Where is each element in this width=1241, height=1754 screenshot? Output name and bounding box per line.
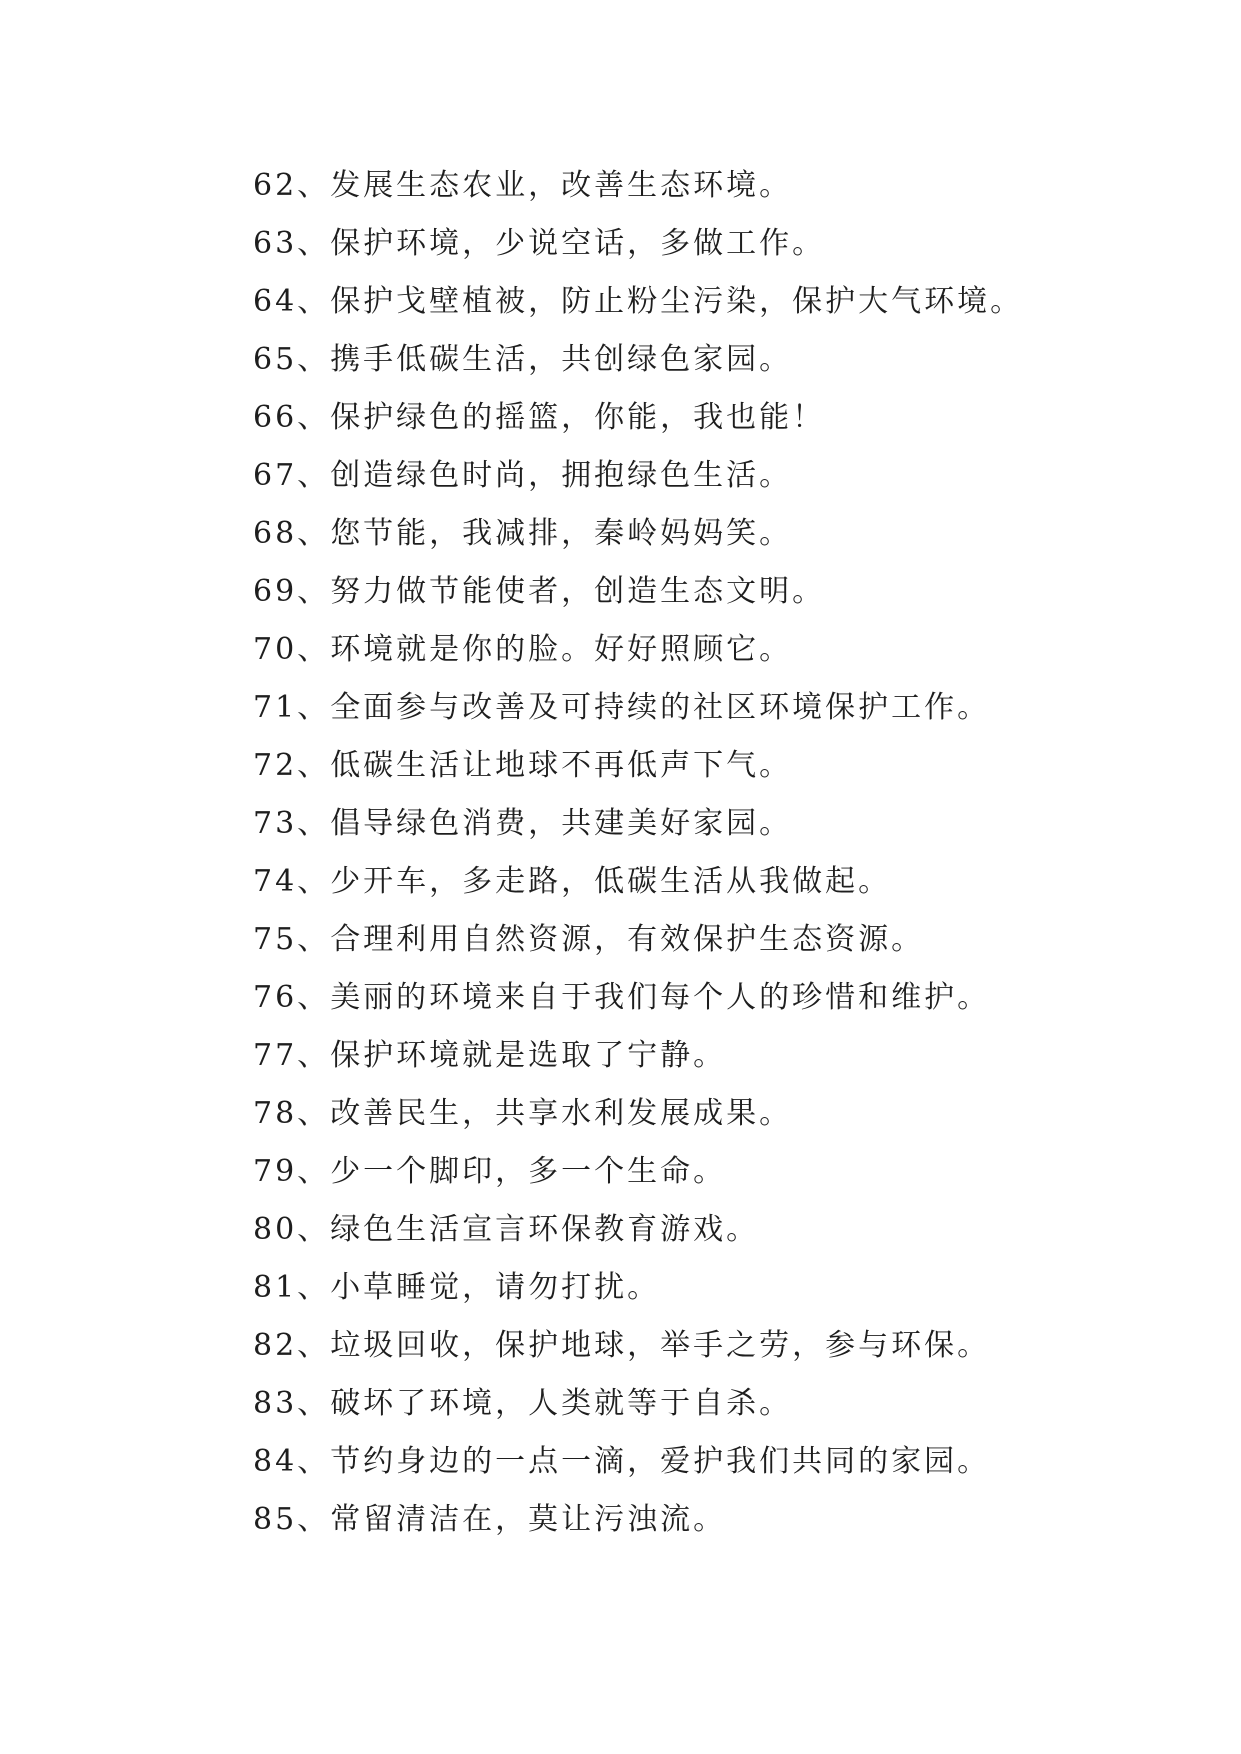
list-item <box>253 630 792 670</box>
item-number: 67、 <box>253 458 331 493</box>
item-number: 77、 <box>253 1038 331 1073</box>
item-text: 低碳生活让地球不再低声下气。 <box>330 748 793 783</box>
item-text: 努力做节能使者，创造生态文明。 <box>330 574 826 609</box>
item-number: 76、 <box>253 980 331 1015</box>
list-item <box>253 224 825 264</box>
item-text: 保护绿色的摇篮，你能，我也能！ <box>330 400 826 435</box>
item-text: 合理利用自然资源，有效保护生态资源。 <box>330 922 925 957</box>
item-number: 84、 <box>253 1444 331 1479</box>
item-text: 保护环境就是选取了宁静。 <box>330 1038 727 1073</box>
list-item <box>253 1442 990 1482</box>
list-item <box>253 282 1023 322</box>
list-item <box>253 340 792 380</box>
item-text: 发展生态农业，改善生态环境。 <box>330 168 793 203</box>
list-item <box>253 862 891 902</box>
item-text: 垃圾回收，保护地球，举手之劳，参与环保。 <box>330 1328 991 1363</box>
item-text: 您节能，我减排，秦岭妈妈笑。 <box>330 516 793 551</box>
list-item <box>253 1500 726 1540</box>
item-text: 环境就是你的脸。好好照顾它。 <box>330 632 793 667</box>
item-text: 少开车，多走路，低碳生活从我做起。 <box>330 864 892 899</box>
item-number: 66、 <box>253 400 331 435</box>
list-item <box>253 746 792 786</box>
item-text: 美丽的环境来自于我们每个人的珍惜和维护。 <box>330 980 991 1015</box>
item-text: 常留清洁在，莫让污浊流。 <box>330 1502 727 1537</box>
item-number: 85、 <box>253 1502 331 1537</box>
list-item <box>253 1036 726 1076</box>
list-item <box>253 1210 759 1250</box>
item-text: 保护戈壁植被，防止粉尘污染，保护大气环境。 <box>330 284 1024 319</box>
item-text: 保护环境，少说空话，多做工作。 <box>330 226 826 261</box>
list-item <box>253 514 792 554</box>
list-item <box>253 1384 792 1424</box>
item-number: 72、 <box>253 748 331 783</box>
item-number: 81、 <box>253 1270 331 1305</box>
item-text: 破坏了环境，人类就等于自杀。 <box>330 1386 793 1421</box>
list-item <box>253 1094 792 1134</box>
list-item <box>253 688 990 728</box>
list-item <box>253 166 792 206</box>
list-item <box>253 1326 990 1366</box>
list-item <box>253 804 792 844</box>
item-text: 改善民生，共享水利发展成果。 <box>330 1096 793 1131</box>
item-number: 63、 <box>253 226 331 261</box>
list-item <box>253 572 825 612</box>
item-number: 82、 <box>253 1328 331 1363</box>
item-number: 78、 <box>253 1096 331 1131</box>
item-text: 小草睡觉，请勿打扰。 <box>330 1270 661 1305</box>
item-text: 少一个脚印，多一个生命。 <box>330 1154 727 1189</box>
item-number: 62、 <box>253 168 331 203</box>
item-number: 74、 <box>253 864 331 899</box>
item-number: 80、 <box>253 1212 331 1247</box>
item-text: 携手低碳生活，共创绿色家园。 <box>330 342 793 377</box>
item-text: 全面参与改善及可持续的社区环境保护工作。 <box>330 690 991 725</box>
item-number: 75、 <box>253 922 331 957</box>
item-number: 64、 <box>253 284 331 319</box>
item-number: 68、 <box>253 516 331 551</box>
item-number: 70、 <box>253 632 331 667</box>
item-text: 倡导绿色消费，共建美好家园。 <box>330 806 793 841</box>
list-item <box>253 920 924 960</box>
item-text: 绿色生活宣言环保教育游戏。 <box>330 1212 760 1247</box>
item-number: 71、 <box>253 690 331 725</box>
item-number: 79、 <box>253 1154 331 1189</box>
list-item <box>253 1268 660 1308</box>
item-text: 节约身边的一点一滴，爱护我们共同的家园。 <box>330 1444 991 1479</box>
item-number: 73、 <box>253 806 331 841</box>
list-item <box>253 1152 726 1192</box>
list-item <box>253 978 990 1018</box>
list-item <box>253 398 825 438</box>
item-number: 83、 <box>253 1386 331 1421</box>
item-number: 65、 <box>253 342 331 377</box>
item-number: 69、 <box>253 574 331 609</box>
list-item <box>253 456 792 496</box>
item-text: 创造绿色时尚，拥抱绿色生活。 <box>330 458 793 493</box>
